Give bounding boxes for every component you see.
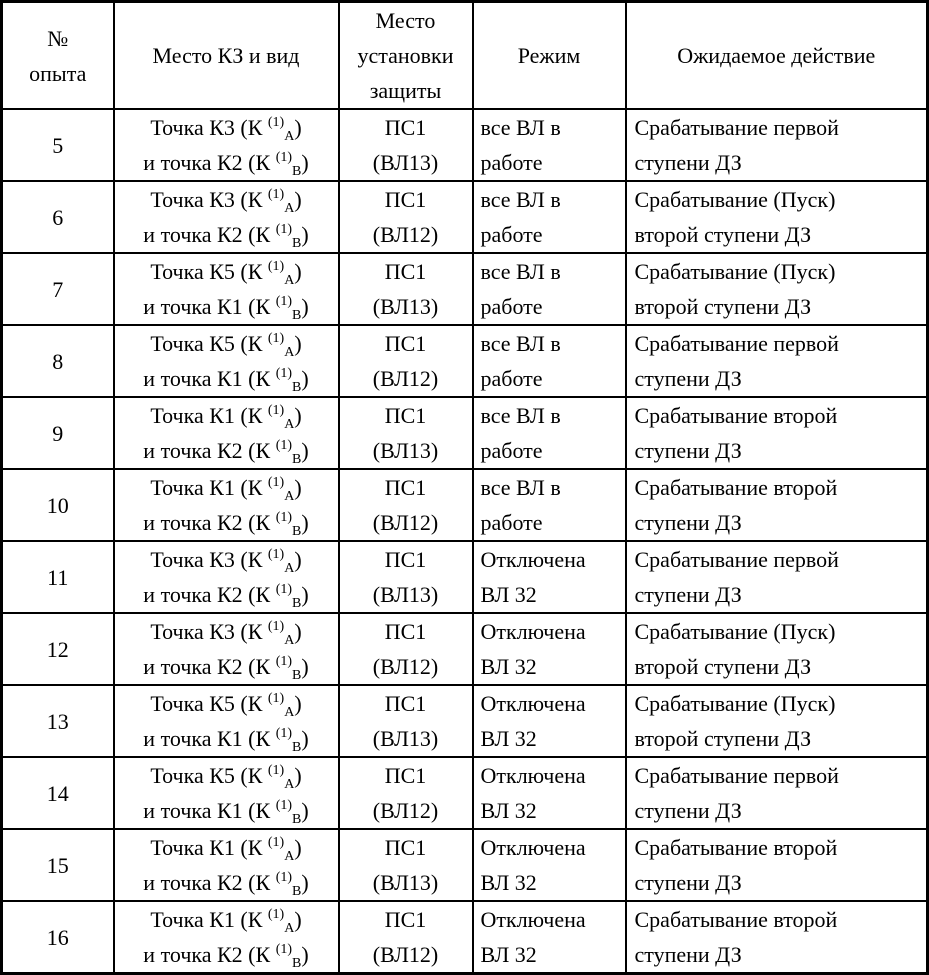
phase-subscript: А (284, 201, 295, 216)
cell-mode (473, 685, 626, 757)
text-line: работе (480, 150, 543, 175)
fault-type-superscript: (1) (275, 726, 293, 741)
text-line: Срабатывание первой (634, 115, 839, 140)
text-line: все ВЛ в (480, 187, 561, 212)
kz-line (115, 398, 338, 433)
text-line: ПС1 (384, 547, 427, 572)
header-line: опыта (29, 60, 87, 86)
cell-kz-location (114, 253, 339, 325)
phase-subscript: А (284, 129, 295, 144)
phase-subscript: В (292, 236, 302, 251)
cell-protection-place (339, 109, 473, 181)
kz-line (115, 793, 338, 828)
kz-line (115, 542, 338, 577)
fault-type-superscript: (1) (267, 403, 285, 418)
kz-text: Точка К5 (К (150, 331, 268, 356)
cell-expected-action (626, 181, 928, 253)
text-line: все ВЛ в (480, 259, 561, 284)
kz-line (115, 145, 338, 180)
text-line: ПС1 (384, 403, 427, 428)
cell-expected-action (626, 829, 928, 901)
kz-text: Точка К3 (К (150, 187, 268, 212)
table-row (2, 397, 928, 469)
fault-type-superscript: (1) (267, 259, 285, 274)
text-line: (ВЛ13) (372, 438, 439, 463)
fault-type-superscript: (1) (267, 187, 285, 202)
kz-text: Точка К1 (К (150, 907, 268, 932)
column-header-protection-place (339, 2, 473, 110)
kz-text: и точка К2 (К (143, 438, 276, 463)
kz-text: и точка К2 (К (143, 222, 276, 247)
cell-expected-action (626, 613, 928, 685)
text-line: ступени ДЗ (634, 942, 742, 967)
kz-close-paren: ) (294, 259, 302, 284)
text-line: Срабатывание первой (634, 331, 839, 356)
cell-protection-place (339, 685, 473, 757)
cell-kz-location (114, 613, 339, 685)
kz-text: Точка К5 (К (150, 763, 268, 788)
kz-text: Точка К5 (К (150, 691, 268, 716)
text-line: (ВЛ13) (372, 726, 439, 751)
kz-text: и точка К2 (К (143, 150, 276, 175)
cell-protection-place (339, 541, 473, 613)
text-line: ВЛ 32 (480, 870, 537, 895)
table-row (2, 541, 928, 613)
phase-subscript: В (292, 812, 302, 827)
kz-close-paren: ) (294, 115, 302, 140)
text-line: все ВЛ в (480, 475, 561, 500)
kz-text: и точка К1 (К (143, 798, 276, 823)
kz-close-paren: ) (301, 438, 309, 463)
kz-close-paren: ) (301, 870, 309, 895)
text-line: ступени ДЗ (634, 150, 742, 175)
fault-type-superscript: (1) (267, 115, 285, 130)
table-row (2, 901, 928, 974)
kz-text: Точка К5 (К (150, 259, 268, 284)
phase-subscript: А (284, 417, 295, 432)
cell-protection-place (339, 397, 473, 469)
cell-expected-action (626, 541, 928, 613)
cell-protection-place (339, 757, 473, 829)
text-line: Срабатывание (Пуск) (634, 187, 836, 212)
cell-kz-location (114, 109, 339, 181)
text-line: ВЛ 32 (480, 942, 537, 967)
fault-type-superscript: (1) (267, 331, 285, 346)
kz-line (115, 758, 338, 793)
kz-close-paren: ) (294, 475, 302, 500)
text-line: ПС1 (384, 907, 427, 932)
header-line: Ожидаемое действие (677, 43, 876, 68)
cell-mode (473, 325, 626, 397)
text-line: ПС1 (384, 475, 427, 500)
text-line: Срабатывание первой (634, 547, 839, 572)
fault-type-superscript: (1) (267, 907, 285, 922)
cell-protection-place (339, 829, 473, 901)
kz-line (115, 902, 338, 937)
cell-mode (473, 613, 626, 685)
phase-subscript: А (284, 921, 295, 936)
fault-type-superscript: (1) (275, 942, 293, 957)
phase-subscript: В (292, 452, 302, 467)
kz-close-paren: ) (294, 547, 302, 572)
kz-close-paren: ) (294, 835, 302, 860)
text-line: второй ступени ДЗ (634, 222, 812, 247)
text-line: работе (480, 366, 543, 391)
text-line: Срабатывание (Пуск) (634, 259, 836, 284)
text-line: все ВЛ в (480, 403, 561, 428)
kz-line (115, 110, 338, 145)
cell-experiment-number: 14 (2, 757, 114, 829)
cell-mode (473, 109, 626, 181)
phase-subscript: А (284, 705, 295, 720)
phase-subscript: В (292, 956, 302, 971)
cell-protection-place (339, 469, 473, 541)
text-line: ПС1 (384, 835, 427, 860)
kz-close-paren: ) (301, 798, 309, 823)
kz-line (115, 182, 338, 217)
column-header-expected-action (626, 2, 928, 110)
cell-experiment-number: 15 (2, 829, 114, 901)
phase-subscript: В (292, 380, 302, 395)
text-line: (ВЛ12) (372, 366, 439, 391)
kz-line (115, 614, 338, 649)
text-line: Отключена (480, 619, 586, 644)
text-line: Срабатывание (Пуск) (634, 691, 836, 716)
cell-experiment-number: 16 (2, 901, 114, 974)
text-line: Срабатывание второй (634, 403, 838, 428)
cell-experiment-number: 6 (2, 181, 114, 253)
cell-experiment-number: 11 (2, 541, 114, 613)
phase-subscript: В (292, 596, 302, 611)
text-line: (ВЛ12) (372, 654, 439, 679)
cell-protection-place (339, 613, 473, 685)
text-line: ВЛ 32 (480, 582, 537, 607)
fault-type-superscript: (1) (267, 547, 285, 562)
text-line: (ВЛ12) (372, 510, 439, 535)
column-header-mode (473, 2, 626, 110)
cell-experiment-number: 10 (2, 469, 114, 541)
kz-line (115, 721, 338, 756)
fault-type-superscript: (1) (267, 763, 285, 778)
column-header-kz-location (114, 2, 339, 110)
kz-line (115, 865, 338, 900)
phase-subscript: В (292, 740, 302, 755)
cell-kz-location (114, 469, 339, 541)
text-line: второй ступени ДЗ (634, 654, 812, 679)
kz-text: и точка К1 (К (143, 366, 276, 391)
fault-type-superscript: (1) (275, 870, 293, 885)
text-line: ВЛ 32 (480, 798, 537, 823)
fault-type-superscript: (1) (275, 582, 293, 597)
phase-subscript: В (292, 668, 302, 683)
fault-type-superscript: (1) (275, 366, 293, 381)
cell-mode (473, 469, 626, 541)
kz-text: и точка К1 (К (143, 726, 276, 751)
cell-kz-location (114, 325, 339, 397)
fault-type-superscript: (1) (275, 654, 293, 669)
kz-line (115, 505, 338, 540)
header-line: № (47, 25, 69, 51)
kz-text: Точка К3 (К (150, 115, 268, 140)
cell-protection-place (339, 181, 473, 253)
kz-line (115, 433, 338, 468)
kz-text: и точка К2 (К (143, 870, 276, 895)
table-body (2, 109, 928, 974)
kz-close-paren: ) (301, 294, 309, 319)
column-header-experiment-number (2, 2, 114, 110)
phase-subscript: А (284, 273, 295, 288)
cell-kz-location (114, 541, 339, 613)
cell-protection-place (339, 325, 473, 397)
phase-subscript: А (284, 849, 295, 864)
kz-close-paren: ) (301, 366, 309, 391)
kz-line (115, 254, 338, 289)
text-line: все ВЛ в (480, 331, 561, 356)
header-line: защиты (369, 78, 442, 103)
cell-experiment-number: 13 (2, 685, 114, 757)
fault-type-superscript: (1) (267, 475, 285, 490)
kz-close-paren: ) (301, 222, 309, 247)
kz-text: и точка К2 (К (143, 582, 276, 607)
kz-close-paren: ) (294, 691, 302, 716)
text-line: ПС1 (384, 187, 427, 212)
cell-experiment-number: 7 (2, 253, 114, 325)
table-row (2, 469, 928, 541)
table-row (2, 829, 928, 901)
kz-close-paren: ) (301, 150, 309, 175)
kz-close-paren: ) (294, 907, 302, 932)
text-line: Отключена (480, 547, 586, 572)
kz-line (115, 326, 338, 361)
text-line: Отключена (480, 691, 586, 716)
phase-subscript: В (292, 308, 302, 323)
fault-type-superscript: (1) (267, 619, 285, 634)
kz-line (115, 577, 338, 612)
text-line: ступени ДЗ (634, 582, 742, 607)
cell-expected-action (626, 757, 928, 829)
cell-expected-action (626, 685, 928, 757)
text-line: ВЛ 32 (480, 654, 537, 679)
text-line: второй ступени ДЗ (634, 726, 812, 751)
kz-text: и точка К2 (К (143, 942, 276, 967)
cell-kz-location (114, 181, 339, 253)
cell-experiment-number: 5 (2, 109, 114, 181)
kz-close-paren: ) (294, 763, 302, 788)
header-line: Место КЗ и вид (152, 43, 300, 68)
phase-subscript: А (284, 633, 295, 648)
text-line: ступени ДЗ (634, 510, 742, 535)
table-row (2, 685, 928, 757)
kz-close-paren: ) (294, 403, 302, 428)
cell-mode (473, 757, 626, 829)
kz-close-paren: ) (301, 726, 309, 751)
text-line: (ВЛ12) (372, 222, 439, 247)
kz-text: Точка К1 (К (150, 835, 268, 860)
table-row (2, 325, 928, 397)
text-line: (ВЛ13) (372, 150, 439, 175)
table-row (2, 757, 928, 829)
phase-subscript: А (284, 345, 295, 360)
kz-text: Точка К3 (К (150, 547, 268, 572)
kz-close-paren: ) (294, 187, 302, 212)
cell-kz-location (114, 829, 339, 901)
header-line: установки (357, 43, 454, 68)
text-line: Отключена (480, 835, 586, 860)
text-line: Срабатывание второй (634, 475, 838, 500)
text-line: ступени ДЗ (634, 366, 742, 391)
text-line: ВЛ 32 (480, 726, 537, 751)
header-line: Режим (517, 43, 581, 68)
kz-line (115, 649, 338, 684)
kz-line (115, 361, 338, 396)
cell-expected-action (626, 325, 928, 397)
kz-line (115, 217, 338, 252)
cell-mode (473, 181, 626, 253)
text-line: работе (480, 510, 543, 535)
phase-subscript: В (292, 164, 302, 179)
text-line: (ВЛ13) (372, 582, 439, 607)
phase-subscript: А (284, 489, 295, 504)
kz-close-paren: ) (301, 654, 309, 679)
text-line: Отключена (480, 907, 586, 932)
text-line: ПС1 (384, 691, 427, 716)
cell-kz-location (114, 685, 339, 757)
cell-protection-place (339, 901, 473, 974)
kz-line (115, 686, 338, 721)
table-row (2, 613, 928, 685)
text-line: Срабатывание (Пуск) (634, 619, 836, 644)
phase-subscript: А (284, 777, 295, 792)
cell-experiment-number: 12 (2, 613, 114, 685)
cell-experiment-number: 8 (2, 325, 114, 397)
kz-text: и точка К2 (К (143, 654, 276, 679)
cell-mode (473, 829, 626, 901)
table-row (2, 253, 928, 325)
kz-text: и точка К1 (К (143, 294, 276, 319)
text-line: (ВЛ12) (372, 798, 439, 823)
text-line: ПС1 (384, 259, 427, 284)
cell-kz-location (114, 901, 339, 974)
cell-mode (473, 253, 626, 325)
fault-type-superscript: (1) (275, 222, 293, 237)
table-row (2, 181, 928, 253)
kz-close-paren: ) (294, 619, 302, 644)
cell-expected-action (626, 253, 928, 325)
fault-type-superscript: (1) (267, 835, 285, 850)
kz-close-paren: ) (294, 331, 302, 356)
phase-subscript: В (292, 524, 302, 539)
text-line: второй ступени ДЗ (634, 294, 812, 319)
kz-line (115, 470, 338, 505)
text-line: работе (480, 438, 543, 463)
text-line: ступени ДЗ (634, 438, 742, 463)
kz-line (115, 289, 338, 324)
cell-expected-action (626, 109, 928, 181)
kz-close-paren: ) (301, 582, 309, 607)
cell-mode (473, 901, 626, 974)
kz-close-paren: ) (301, 510, 309, 535)
text-line: ступени ДЗ (634, 870, 742, 895)
text-line: Срабатывание второй (634, 835, 838, 860)
text-line: ПС1 (384, 619, 427, 644)
text-line: работе (480, 222, 543, 247)
fault-type-superscript: (1) (275, 294, 293, 309)
fault-type-superscript: (1) (275, 510, 293, 525)
text-line: ступени ДЗ (634, 798, 742, 823)
text-line: ПС1 (384, 763, 427, 788)
text-line: (ВЛ13) (372, 870, 439, 895)
cell-expected-action (626, 397, 928, 469)
cell-mode (473, 541, 626, 613)
fault-type-superscript: (1) (275, 798, 293, 813)
kz-text: и точка К2 (К (143, 510, 276, 535)
kz-text: Точка К1 (К (150, 403, 268, 428)
cell-kz-location (114, 397, 339, 469)
cell-experiment-number: 9 (2, 397, 114, 469)
fault-type-superscript: (1) (275, 150, 293, 165)
fault-type-superscript: (1) (267, 691, 285, 706)
header-line: Место (375, 8, 436, 33)
phase-subscript: В (292, 884, 302, 899)
text-line: (ВЛ12) (372, 942, 439, 967)
kz-line (115, 830, 338, 865)
text-line: работе (480, 294, 543, 319)
text-line: Срабатывание второй (634, 907, 838, 932)
fault-type-superscript: (1) (275, 438, 293, 453)
kz-text: Точка К3 (К (150, 619, 268, 644)
text-line: Срабатывание первой (634, 763, 839, 788)
text-line: ПС1 (384, 331, 427, 356)
kz-close-paren: ) (301, 942, 309, 967)
text-line: все ВЛ в (480, 115, 561, 140)
text-line: Отключена (480, 763, 586, 788)
kz-text: Точка К1 (К (150, 475, 268, 500)
cell-expected-action (626, 901, 928, 974)
text-line: ПС1 (384, 115, 427, 140)
cell-protection-place (339, 253, 473, 325)
text-line: (ВЛ13) (372, 294, 439, 319)
cell-expected-action (626, 469, 928, 541)
phase-subscript: А (284, 561, 295, 576)
cell-kz-location (114, 757, 339, 829)
table-row (2, 109, 928, 181)
cell-mode (473, 397, 626, 469)
header-row (2, 2, 928, 110)
